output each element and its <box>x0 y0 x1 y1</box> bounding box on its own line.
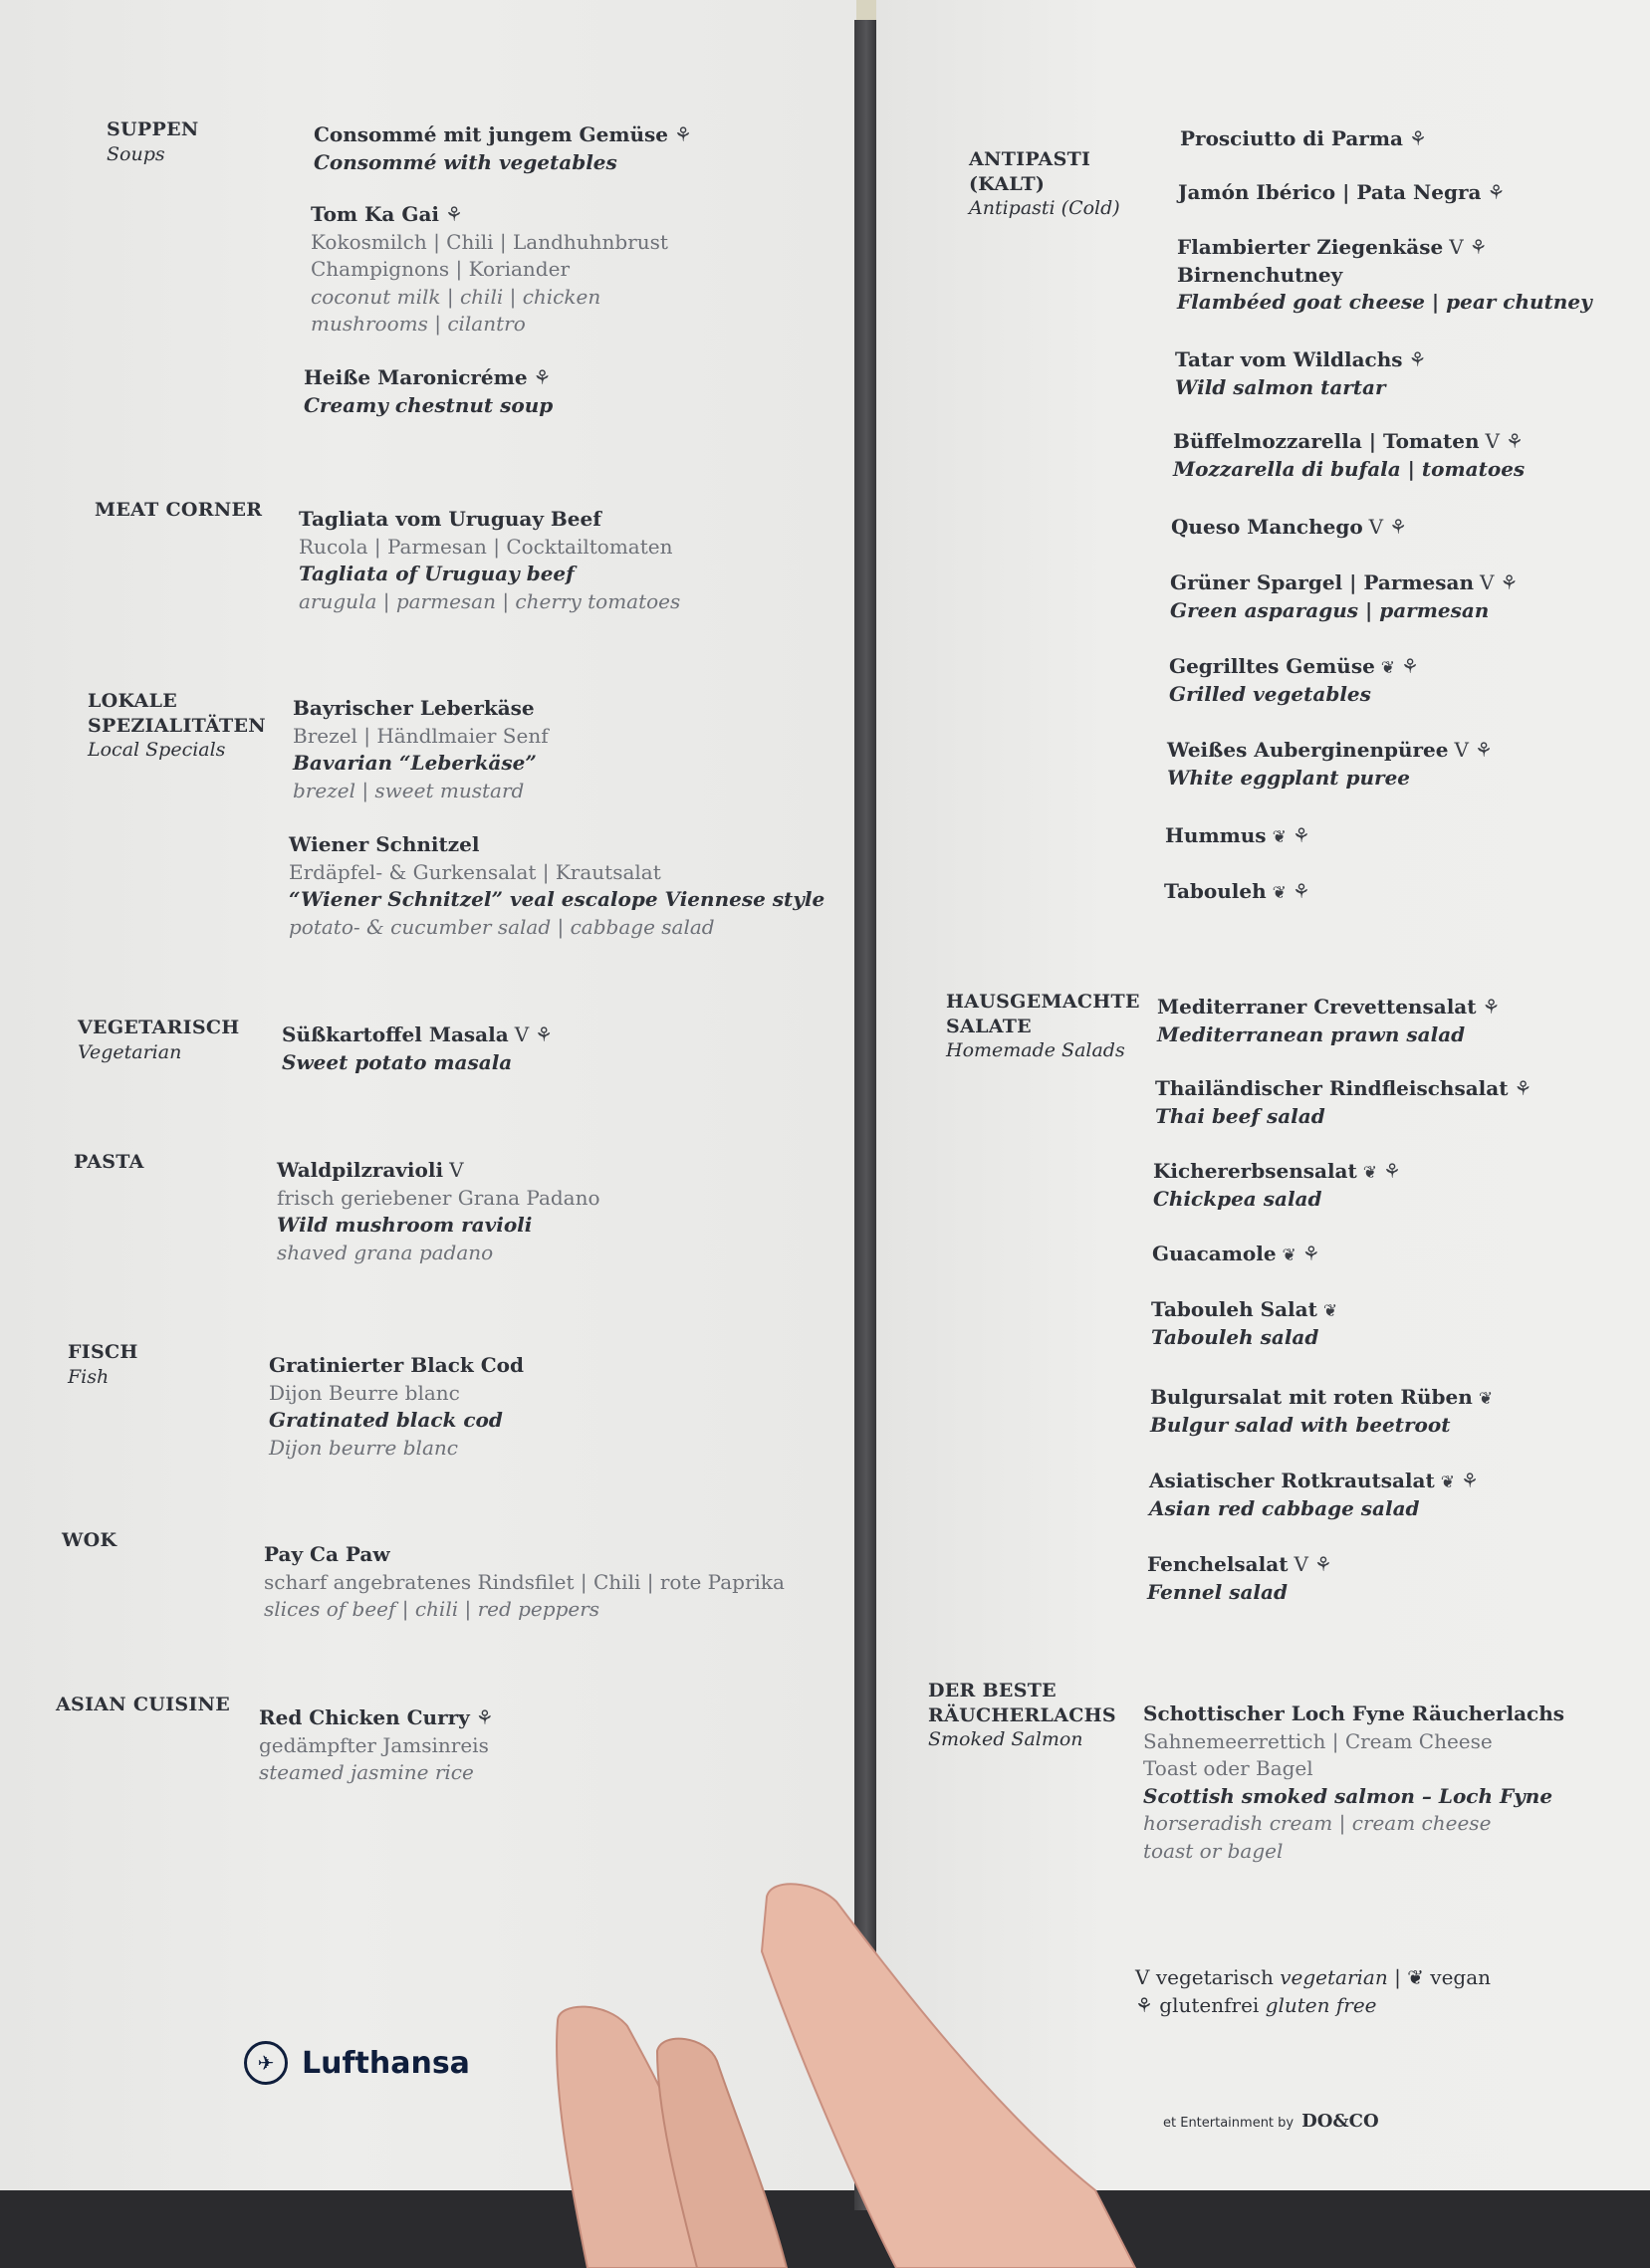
section-label-asian: ASIAN CUISINE <box>56 1694 231 1715</box>
dish-tabouleh: Tabouleh ❦ ⚘ <box>1164 878 1310 906</box>
dish-kichererbsensalat: Kichererbsensalat ❦ ⚘ Chickpea salad <box>1153 1159 1401 1211</box>
dish-leberkaese: Bayrischer Leberkäse Brezel | Händlmaier Senf Bavarian “Leberkäse” brezel | sweet mustard <box>293 696 549 802</box>
glutenfree-icon: ⚘ <box>533 365 552 389</box>
vegetarian-icon: V <box>1294 1552 1308 1576</box>
dish-prosciutto: Prosciutto di Parma ⚘ <box>1180 125 1427 153</box>
dish-jamon: Jamón Ibérico | Pata Negra ⚘ <box>1178 179 1505 207</box>
dish-gemuese: Gegrilltes Gemüse ❦ ⚘ Grilled vegetables <box>1169 654 1419 706</box>
dish-masala: Süßkartoffel Masala V ⚘ Sweet potato masala <box>282 1022 554 1074</box>
dish-rindfleischsalat: Thailändischer Rindfleischsalat ⚘ Thai beef salad <box>1155 1076 1532 1128</box>
dish-red-chicken-curry: Red Chicken Curry ⚘ gedämpfter Jamsinreis steamed jasmine rice <box>259 1705 494 1785</box>
dish-maronicreme: Heiße Maronicréme ⚘ Creamy chestnut soup <box>304 365 554 417</box>
glutenfree-icon: ⚘ <box>445 202 463 226</box>
vegan-icon: ❦ <box>1272 883 1287 903</box>
dish-tagliata: Tagliata vom Uruguay Beef Rucola | Parmesan | Cocktailtomaten Tagliata of Uruguay beef arugula | parmesan | cherry tomatoes <box>299 507 681 613</box>
lufthansa-logo: ✈ Lufthansa <box>244 2041 470 2085</box>
dish-fenchelsalat: Fenchelsalat V ⚘ Fennel salad <box>1147 1552 1332 1604</box>
dish-schnitzel: Wiener Schnitzel Erdäpfel- & Gurkensalat | Krautsalat “Wiener Schnitzel” veal escalope Viennese style potato- & cucumber salad | cabbage salad <box>289 832 825 939</box>
dish-tabouleh-salat: Tabouleh Salat ❦ Tabouleh salad <box>1151 1297 1338 1349</box>
dish-crevettensalat: Mediterraner Crevettensalat ⚘ Mediterranean prawn salad <box>1157 995 1501 1046</box>
dish-guacamole: Guacamole ❦ ⚘ <box>1152 1241 1320 1268</box>
vegetarian-icon: V <box>1368 515 1384 539</box>
glutenfree-icon: ⚘ <box>1469 235 1488 259</box>
glutenfree-icon: ⚘ <box>1301 1242 1320 1265</box>
glutenfree-icon: ⚘ <box>1313 1552 1332 1576</box>
dish-consomme: Consommé mit jungem Gemüse ⚘ Consommé with vegetables <box>314 122 692 174</box>
dish-spargel: Grüner Spargel | Parmesan V ⚘ Green asparagus | parmesan <box>1170 570 1519 622</box>
vegan-icon: ❦ <box>1362 1163 1377 1183</box>
glutenfree-icon: ⚘ <box>1482 995 1501 1019</box>
glutenfree-icon: ⚘ <box>1408 126 1427 150</box>
dish-auberginenpueree: Weißes Auberginenpüree V ⚘ White eggplant puree <box>1167 738 1493 790</box>
glutenfree-icon: ⚘ <box>1401 654 1419 678</box>
vegetarian-icon: V <box>514 1022 530 1046</box>
glutenfree-icon: ⚘ <box>1460 1469 1479 1492</box>
vegan-icon: ❦ <box>1272 827 1287 847</box>
section-label-local: LOKALE SPEZIALITÄTEN Local Specials <box>88 690 266 762</box>
glutenfree-icon: ⚘ <box>1292 879 1310 903</box>
menu-right-page <box>876 0 1650 2190</box>
section-label-soups: SUPPEN Soups <box>107 118 199 165</box>
glutenfree-icon: ⚘ <box>1408 347 1427 371</box>
section-label-meat: MEAT CORNER <box>95 499 263 521</box>
glutenfree-icon: ⚘ <box>535 1022 554 1046</box>
legend-line-1: V vegetarisch vegetarian | ❦ vegan <box>1135 1965 1492 1989</box>
vegan-icon: ❦ <box>1380 658 1396 678</box>
vegetarian-icon: V <box>1454 738 1469 762</box>
section-label-fish: FISCH Fish <box>68 1341 138 1388</box>
dish-ziegenkaese: Flambierter Ziegenkäse V ⚘ Birnenchutney Flambéed goat cheese | pear chutney <box>1177 235 1592 315</box>
section-label-wok: WOK <box>62 1529 118 1551</box>
vegan-icon: ❦ <box>1322 1301 1338 1321</box>
vegetarian-icon: V <box>1485 429 1500 453</box>
vegan-icon: ❦ <box>1440 1473 1455 1492</box>
section-label-vegetarian: VEGETARISCH Vegetarian <box>78 1017 240 1063</box>
legend-line-2: ⚘ glutenfrei gluten free <box>1135 1993 1377 2017</box>
vegan-icon: ❦ <box>1478 1389 1494 1409</box>
section-label-pasta: PASTA <box>74 1151 144 1173</box>
vegetarian-icon: V <box>1480 570 1495 594</box>
vegan-icon: ❦ <box>1282 1246 1296 1265</box>
glutenfree-icon: ⚘ <box>1389 515 1408 539</box>
doco-logo: DO&CO <box>1301 2111 1379 2132</box>
vegetarian-icon: V <box>449 1158 464 1182</box>
dish-hummus: Hummus ❦ ⚘ <box>1165 822 1310 850</box>
dish-pay-ca-paw: Pay Ca Paw scharf angebratenes Rindsfilet | Chili | rote Paprika slices of beef | chili | red peppers <box>264 1542 785 1622</box>
dish-tom-ka-gai: Tom Ka Gai ⚘ Kokosmilch | Chili | Landhuhnbrust Champignons | Koriander coconut milk | chili | chicken mushrooms | cilantro <box>311 202 668 337</box>
glutenfree-icon: ⚘ <box>1292 823 1310 847</box>
dish-mozzarella: Büffelmozzarella | Tomaten V ⚘ Mozzarella di bufala | tomatoes <box>1173 429 1526 481</box>
glutenfree-icon: ⚘ <box>1514 1076 1532 1100</box>
glutenfree-icon: ⚘ <box>1500 570 1519 594</box>
vegetarian-icon: V <box>1135 1965 1150 1989</box>
section-label-salmon: DER BESTE RÄUCHERLACHS Smoked Salmon <box>928 1680 1116 1751</box>
section-label-salads: HAUSGEMACHTE SALATE Homemade Salads <box>946 991 1140 1062</box>
dish-raeucherlachs: Schottischer Loch Fyne Räucherlachs Sahnemeerrettich | Cream Cheese Toast oder Bagel Scottish smoked salmon – Loch Fyne horseradish cream | cream cheese toast or bagel <box>1143 1701 1565 1863</box>
glutenfree-icon: ⚘ <box>1505 429 1524 453</box>
dish-ravioli: Waldpilzravioli V frisch geriebener Grana Padano Wild mushroom ravioli shaved grana padano <box>277 1158 600 1264</box>
glutenfree-icon: ⚘ <box>674 122 692 146</box>
menu-spine <box>854 20 878 2210</box>
dish-tatar: Tatar vom Wildlachs ⚘ Wild salmon tartar <box>1175 347 1427 399</box>
vegan-icon: ❦ <box>1407 1965 1424 1989</box>
glutenfree-icon: ⚘ <box>1474 738 1493 762</box>
section-label-antipasti: ANTIPASTI (KALT) Antipasti (Cold) <box>969 148 1120 220</box>
dish-black-cod: Gratinierter Black Cod Dijon Beurre blanc Gratinated black cod Dijon beurre blanc <box>269 1353 524 1460</box>
dish-bulgursalat: Bulgursalat mit roten Rüben ❦ Bulgur salad with beetroot <box>1150 1385 1494 1437</box>
diet-legend <box>1135 1963 1491 2019</box>
entertainment-credit: et Entertainment by DO&CO <box>1163 2111 1379 2132</box>
dish-manchego: Queso Manchego V ⚘ <box>1171 514 1407 542</box>
vegetarian-icon: V <box>1449 235 1464 259</box>
glutenfree-icon: ⚘ <box>1487 180 1506 204</box>
crane-icon: ✈ <box>244 2041 288 2085</box>
dish-rotkrautsalat: Asiatischer Rotkrautsalat ❦ ⚘ Asian red cabbage salad <box>1149 1469 1479 1520</box>
glutenfree-icon: ⚘ <box>475 1705 494 1729</box>
glutenfree-icon: ⚘ <box>1383 1159 1401 1183</box>
glutenfree-icon: ⚘ <box>1135 1993 1153 2017</box>
